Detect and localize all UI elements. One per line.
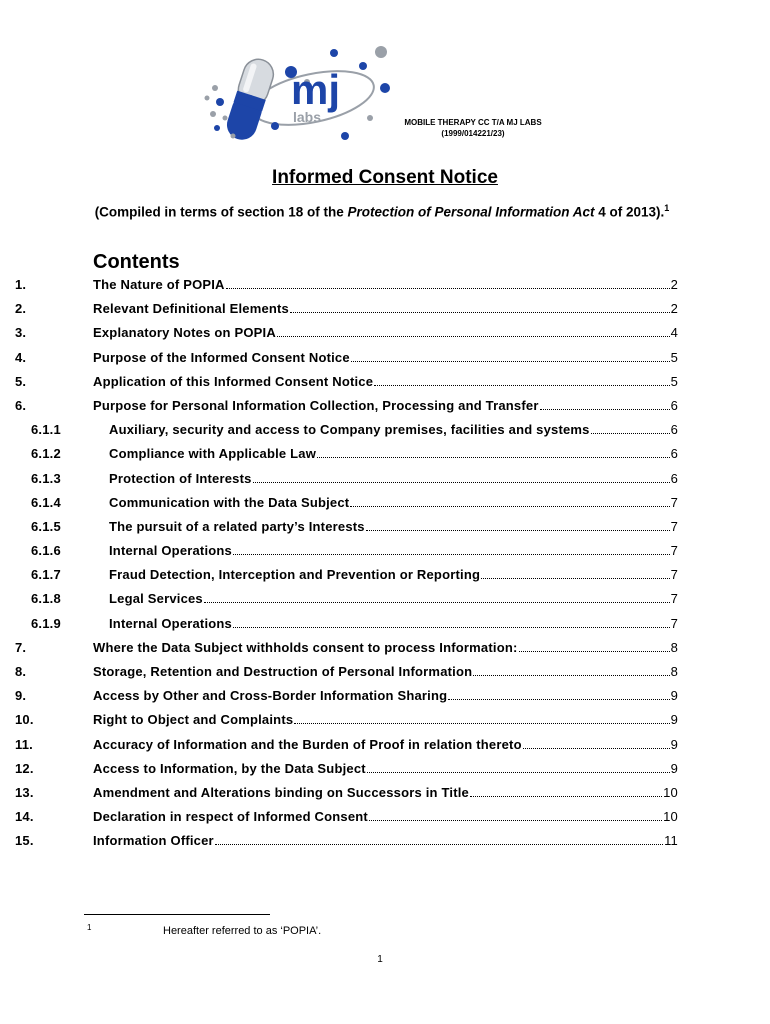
toc-entry-number: 4.: [15, 349, 27, 365]
company-name: [378, 117, 568, 139]
toc-entry-number: 11.: [15, 736, 33, 752]
toc-entry-line: [93, 374, 678, 389]
company-registration: (1999/014221/23): [441, 129, 505, 138]
toc-entry-line: [93, 737, 678, 752]
toc-entry-page[interactable]: 9: [670, 736, 678, 752]
toc-dot-leader: [351, 350, 670, 362]
toc-dot-leader: [233, 616, 670, 628]
toc-entry-line: [93, 350, 678, 365]
toc-dot-leader: [277, 325, 670, 337]
toc-entry-title[interactable]: Right to Object and Complaints: [93, 712, 294, 728]
toc-entry-title[interactable]: Communication with the Data Subject: [109, 494, 350, 510]
toc-dot-leader: [540, 398, 670, 410]
toc-entry-title[interactable]: Fraud Detection, Interception and Prevention or Reporting: [109, 567, 481, 583]
toc-entry-line: [109, 471, 678, 486]
toc-entry-page[interactable]: 4: [670, 325, 678, 341]
toc-entry-page[interactable]: 9: [670, 688, 678, 704]
toc-entry-page[interactable]: 5: [670, 349, 678, 365]
toc-entry-line: [93, 325, 678, 340]
subtitle-suffix: 4 of 2013).: [594, 204, 665, 220]
subtitle-prefix: (Compiled in terms of section 18 of the: [94, 204, 348, 220]
toc-entry-line: [93, 301, 678, 316]
toc-entry[interactable]: [0, 613, 770, 637]
toc-entry-page[interactable]: 9: [670, 712, 678, 728]
toc-entry-title[interactable]: Compliance with Applicable Law: [109, 446, 317, 462]
toc-entry-title[interactable]: The Nature of POPIA: [93, 277, 225, 292]
toc-dot-leader: [350, 495, 669, 507]
toc-dot-leader: [523, 737, 670, 749]
toc-dot-leader: [481, 567, 669, 579]
toc-entry-number: 3.: [15, 325, 27, 341]
toc-entry[interactable]: [0, 347, 770, 371]
toc-entry-page[interactable]: 10: [663, 784, 678, 800]
toc-entry-number: 13.: [15, 784, 34, 800]
toc-entry[interactable]: [0, 661, 770, 685]
toc-entry-page[interactable]: 7: [670, 494, 678, 510]
toc-entry-number: 2.: [15, 301, 27, 317]
toc-entry[interactable]: [0, 419, 770, 443]
toc-entry-line: [93, 277, 678, 292]
toc-entry-number: 6.1.7: [31, 567, 61, 583]
toc-entry-line: [93, 640, 678, 655]
toc-entry-number: 1.: [15, 277, 27, 292]
toc-entry-line: [93, 398, 678, 413]
toc-entry-number: 6.1.1: [31, 422, 61, 438]
toc-entry-page[interactable]: 8: [670, 639, 678, 655]
toc-entry-title[interactable]: Where the Data Subject withholds consent to process Information:: [93, 639, 518, 655]
toc-entry[interactable]: [0, 588, 770, 612]
toc-entry-line: [93, 833, 678, 848]
toc-entry-number: 14.: [15, 809, 34, 825]
footnote-number: 1: [87, 923, 92, 932]
toc-entry-number: 6.1.9: [31, 615, 61, 631]
document-subtitle: [82, 199, 682, 222]
toc-entry-title[interactable]: Purpose for Personal Information Collection, Processing and Transfer: [93, 397, 539, 413]
toc-entry-line: [109, 543, 678, 558]
toc-entry-number: 12.: [15, 760, 34, 776]
toc-entry-title[interactable]: Application of this Informed Consent Notice: [93, 373, 374, 389]
toc-entry[interactable]: [0, 685, 770, 709]
toc-entry-page[interactable]: 7: [670, 543, 678, 559]
toc-entry-title[interactable]: Auxiliary, security and access to Company premises, facilities and systems: [109, 422, 590, 438]
toc-entry-title[interactable]: Amendment and Alterations binding on Successors in Title: [93, 784, 469, 800]
document-title: Informed Consent Notice: [272, 167, 498, 188]
company-name-line: MOBILE THERAPY CC T/A MJ LABS: [404, 118, 542, 127]
toc-entry-number: 6.: [15, 397, 27, 413]
toc-entry[interactable]: [0, 734, 770, 758]
toc-entry-page[interactable]: 2: [670, 301, 678, 317]
toc-entry-number: 15.: [15, 833, 34, 849]
toc-entry-line: [109, 616, 678, 631]
toc-entry-page[interactable]: 6: [670, 446, 678, 462]
toc-entry[interactable]: [0, 395, 770, 419]
toc-entry-title[interactable]: Relevant Definitional Elements: [93, 301, 289, 317]
toc-dot-leader: [591, 422, 670, 434]
toc-entry-line: [109, 422, 678, 437]
toc-entry-line: [93, 712, 678, 727]
toc-entry-page[interactable]: 7: [670, 567, 678, 583]
contents-heading: Contents: [93, 251, 180, 273]
toc-entry[interactable]: [0, 709, 770, 733]
toc-dot-leader: [253, 471, 670, 483]
toc-entry-line: [93, 664, 678, 679]
toc-entry[interactable]: [0, 830, 770, 854]
toc-entry[interactable]: [0, 443, 770, 467]
toc-entry-title[interactable]: Declaration in respect of Informed Consent: [93, 809, 368, 825]
toc-entry-title[interactable]: Storage, Retention and Destruction of Personal Information: [93, 664, 473, 679]
toc-entry-page[interactable]: 6: [670, 397, 678, 413]
toc-entry-number: 6.1.2: [31, 446, 61, 462]
toc-entry-number: 6.1.6: [31, 543, 61, 559]
toc-entry-number: 5.: [15, 373, 27, 389]
toc-dot-leader: [374, 374, 669, 386]
toc-entry-number: 6.1.3: [31, 470, 61, 486]
toc-entry-number: 10.: [15, 712, 34, 728]
toc-entry[interactable]: [0, 298, 770, 322]
toc-dot-leader: [519, 640, 670, 652]
toc-entry-page[interactable]: 6: [670, 422, 678, 438]
toc-entry-page[interactable]: 2: [670, 277, 678, 292]
toc-entry[interactable]: [0, 637, 770, 661]
subtitle-act-name: Protection of Personal Information Act: [347, 204, 595, 220]
toc-entry-title[interactable]: Internal Operations: [109, 615, 232, 631]
toc-entry-page[interactable]: 7: [670, 615, 678, 631]
toc-dot-leader: [366, 519, 670, 531]
toc-entry-number: 6.1.5: [31, 518, 61, 534]
toc-entry-title[interactable]: Access to Information, by the Data Subject: [93, 760, 366, 776]
toc-entry[interactable]: [0, 492, 770, 516]
table-of-contents: [0, 274, 770, 855]
footnote-reference[interactable]: 1: [664, 203, 670, 213]
toc-dot-leader: [226, 277, 670, 289]
toc-dot-leader: [369, 809, 662, 821]
toc-entry-line: [109, 495, 678, 510]
toc-entry-number: 9.: [15, 688, 27, 704]
toc-entry-page[interactable]: 10: [663, 809, 678, 825]
toc-entry-title[interactable]: Accuracy of Information and the Burden of Proof in relation thereto: [93, 736, 522, 752]
toc-entry-page[interactable]: 8: [670, 664, 678, 679]
page-number: 1: [377, 954, 383, 965]
toc-entry-line: [93, 688, 678, 703]
toc-entry[interactable]: [0, 516, 770, 540]
toc-entry[interactable]: [0, 322, 770, 346]
footnote-text: Hereafter referred to as ‘POPIA’.: [163, 925, 322, 937]
toc-entry-number: 7.: [15, 639, 27, 655]
toc-dot-leader: [448, 688, 669, 700]
toc-entry-number: 6.1.4: [31, 494, 61, 510]
toc-entry-number: 6.1.8: [31, 591, 61, 607]
toc-entry[interactable]: [0, 782, 770, 806]
toc-dot-leader: [473, 664, 669, 676]
toc-entry-title[interactable]: Access by Other and Cross-Border Information Sharing: [93, 688, 448, 704]
toc-dot-leader: [470, 785, 662, 797]
toc-entry-title[interactable]: The pursuit of a related party’s Interests: [109, 518, 365, 534]
footnote-separator: [84, 914, 270, 915]
toc-entry[interactable]: [0, 540, 770, 564]
toc-entry-page[interactable]: 11: [664, 833, 678, 849]
toc-entry[interactable]: [0, 806, 770, 830]
toc-entry[interactable]: [0, 564, 770, 588]
toc-entry[interactable]: [0, 758, 770, 782]
toc-dot-leader: [290, 301, 670, 313]
toc-entry-page[interactable]: 5: [670, 373, 678, 389]
logo-mj-text: mj: [291, 66, 341, 113]
toc-entry-page[interactable]: 9: [670, 760, 678, 776]
mj-labs-logo: [195, 40, 405, 160]
toc-entry-title[interactable]: Explanatory Notes on POPIA: [93, 325, 276, 341]
toc-entry-page[interactable]: 7: [670, 591, 678, 607]
toc-entry-line: [93, 785, 678, 800]
toc-entry-line: [93, 809, 678, 824]
toc-entry[interactable]: [0, 274, 770, 298]
toc-dot-leader: [233, 543, 670, 555]
toc-entry-line: [93, 761, 678, 776]
toc-entry-title[interactable]: Purpose of the Informed Consent Notice: [93, 349, 350, 365]
toc-entry-page[interactable]: 7: [670, 518, 678, 534]
toc-entry-line: [109, 446, 678, 461]
toc-dot-leader: [204, 591, 670, 603]
toc-entry-page[interactable]: 6: [670, 470, 678, 486]
toc-entry[interactable]: [0, 371, 770, 395]
toc-entry-line: [109, 567, 678, 582]
toc-entry-title[interactable]: Protection of Interests: [109, 470, 252, 486]
toc-dot-leader: [317, 446, 670, 458]
toc-entry-line: [109, 519, 678, 534]
toc-entry[interactable]: [0, 468, 770, 492]
toc-entry-title[interactable]: Internal Operations: [109, 543, 232, 559]
toc-entry-line: [109, 591, 678, 606]
toc-dot-leader: [367, 761, 670, 773]
toc-entry-title[interactable]: Information Officer: [93, 833, 214, 849]
toc-dot-leader: [294, 712, 669, 724]
toc-entry-number: 8.: [15, 664, 27, 679]
toc-dot-leader: [215, 833, 663, 845]
logo-labs-text: labs: [293, 109, 322, 125]
toc-entry-title[interactable]: Legal Services: [109, 591, 203, 607]
